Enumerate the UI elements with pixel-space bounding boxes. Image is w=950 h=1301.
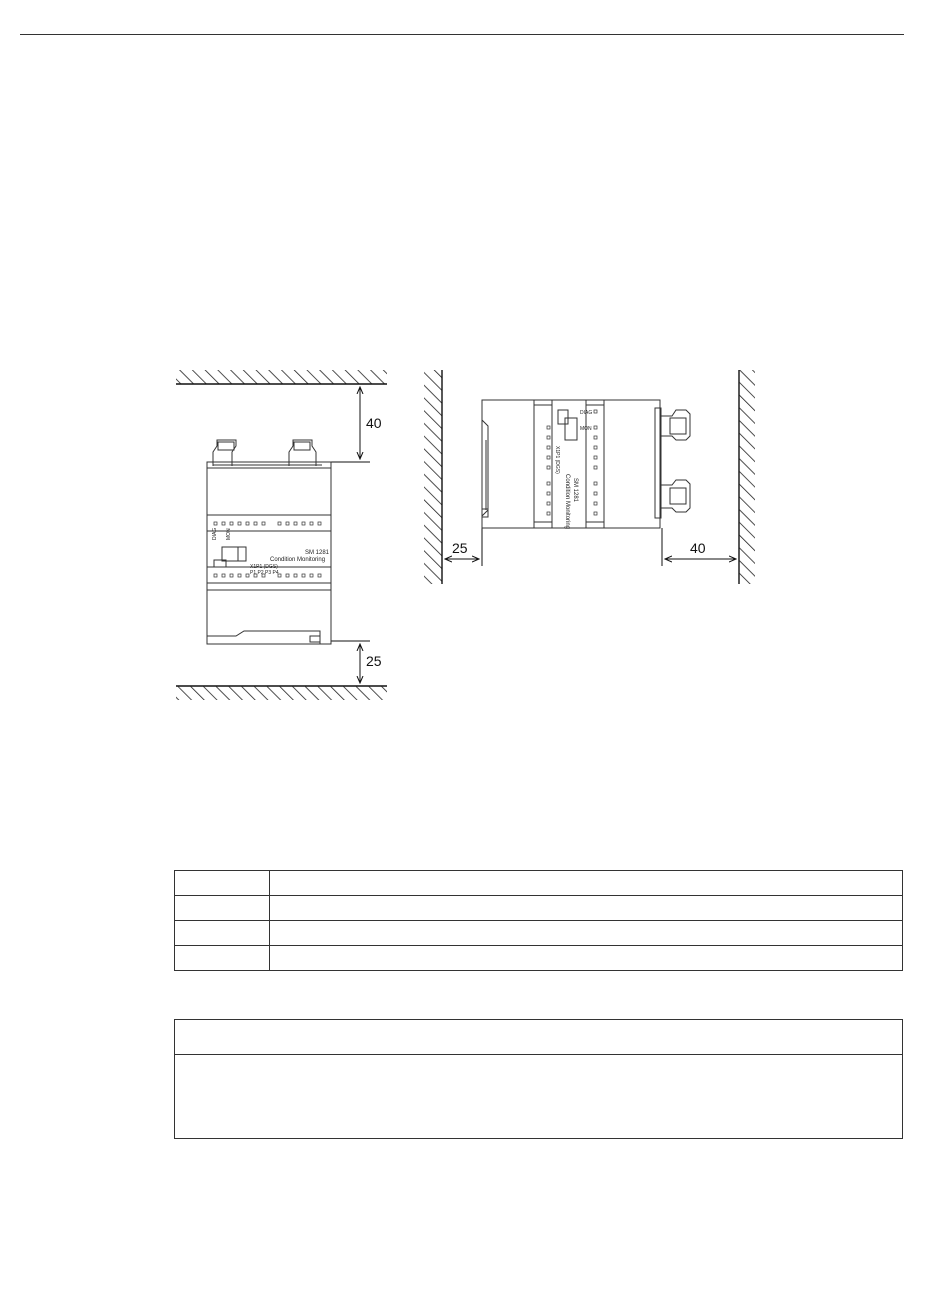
table-cell [270,946,903,971]
table-row [175,871,903,896]
side-view [424,370,755,584]
table-cell [175,946,270,971]
right-clearance-dimension [662,528,736,566]
table-cell [270,871,903,896]
table-cell [270,921,903,946]
front-module-name: Condition Monitoring [270,557,326,563]
front-led-dia: DIAG [212,527,218,540]
table-cell [270,896,903,921]
front-module-drawing [207,440,331,644]
side-led-dia: DIAG [580,410,593,416]
left-wall [424,370,442,584]
front-port-numbers: P1 P2 P3 P4 [250,570,279,576]
table-row [175,896,903,921]
table-cell [175,896,270,921]
side-led-mon: MON [580,426,592,432]
parameter-table [174,870,903,971]
top-clearance-value: 40 [366,415,382,431]
front-led-mon: MON [226,528,232,540]
table-cell [175,871,270,896]
table-row [175,921,903,946]
front-module-model: SM 1281 [305,550,330,556]
right-clearance-value: 40 [690,540,706,556]
side-port-label: X1P1 (DGS) [554,446,560,474]
bottom-clearance-dimension [331,641,382,683]
front-port-label: X1P1 (DGS) [250,564,278,570]
table-row [175,946,903,971]
bottom-clearance-value: 25 [366,653,382,669]
bottom-wall [176,686,387,700]
top-wall [176,370,387,384]
front-view [176,370,387,700]
right-wall [739,370,755,584]
top-clearance-dimension [331,387,382,462]
left-clearance-value: 25 [452,540,468,556]
side-module-model: SM 1281 [572,478,578,503]
note-header [175,1020,902,1055]
side-module-drawing [482,400,690,528]
table-cell [175,921,270,946]
left-clearance-dimension [445,528,482,566]
note-box [174,1019,903,1139]
side-module-name: Condition Monitoring [564,474,570,530]
